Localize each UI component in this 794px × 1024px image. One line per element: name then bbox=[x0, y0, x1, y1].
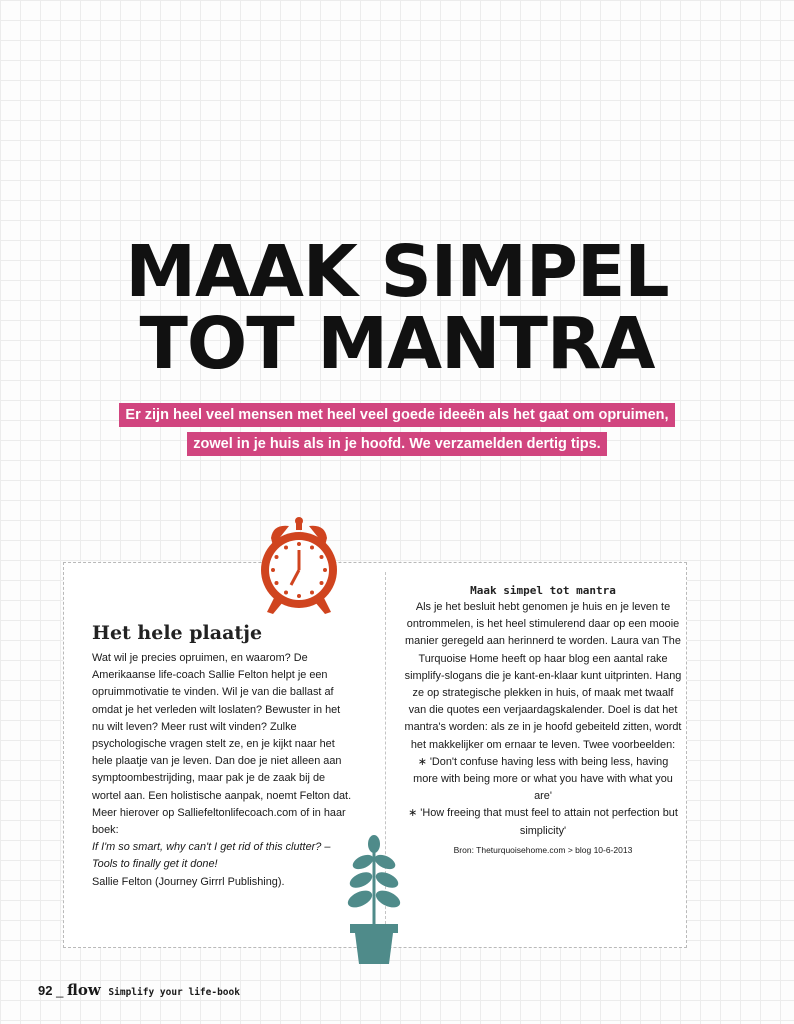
right-body: Als je het besluit hebt genomen je huis en je leven te ontrommelen, is het heel stimulerend daar op een mooie manier geregeld aan herinnerd te worden. Laura van The Turquoise Home heeft op haar blog een aantal rake simplify-slogans die je kant-en-klaar kunt uitprinten. Hang ze op strategische plekken in huis, of maak met twaalf van die quotes een verjaardagskalender. Doel is dat het mantra's worden: als ze in je hoofd gebeiteld zitten, wordt het makkelijker om ernaar te leven. Twee voorbeelden: bbox=[404, 601, 682, 751]
source-credit: Bron: Theturquoisehome.com > blog 10-6-2013 bbox=[453, 844, 633, 855]
left-column bbox=[92, 622, 354, 891]
intro-line-2: zowel in je huis als in je hoofd. We verzamelden dertig tips. bbox=[0, 432, 794, 456]
page-footer bbox=[38, 981, 240, 999]
footer-separator: _ bbox=[56, 983, 64, 998]
book-title: If I'm so smart, why can't I get rid of this clutter? – Tools to finally get it done! bbox=[92, 841, 331, 871]
quote-2: ∗ 'How freeing that must feel to attain not perfection but simplicity' bbox=[408, 807, 678, 837]
potted-plant-icon bbox=[347, 834, 401, 966]
headline-line-1: MAAK SIMPEL bbox=[125, 230, 669, 313]
book-credit: Sallie Felton (Journey Girrrl Publishing). bbox=[92, 875, 285, 888]
brand-name: flow bbox=[66, 981, 101, 999]
page-number: 92 bbox=[38, 983, 53, 998]
alarm-clock-icon bbox=[255, 512, 343, 616]
right-heading: Maak simpel tot mantra bbox=[470, 584, 616, 597]
right-column bbox=[404, 584, 682, 856]
headline bbox=[0, 230, 794, 385]
headline-line-2: TOT MANTRA bbox=[139, 302, 655, 385]
left-body: Wat wil je precies opruimen, en waarom? De Amerikaanse life-coach Sallie Felton helpt je een opruimmotivatie te vinden. Wil je van die ballast af omdat je het verleden wilt loslaten? Bewuster in het nu wilt leven? Meer rust wilt vinden? Zulke psychologische vragen stelt ze, en je kijkt naar het hele plaatje van je leven. Dan doe je niet alleen aan symptoombestrijding, maar pak je de zaak bij de wortel aan. Een holistische aanpak, noemt Felton dat. Meer hierover op Salliefeltonlifecoach.com of in haar boek: bbox=[92, 652, 352, 837]
footer-tagline: Simplify your life-book bbox=[108, 987, 240, 998]
quote-1: ∗ 'Don't confuse having less with being less, having more with being more or what you have with what you are' bbox=[413, 755, 673, 803]
intro-line-1: Er zijn heel veel mensen met heel veel goede ideeën als het gaat om opruimen, bbox=[0, 403, 794, 427]
left-heading: Het hele plaatje bbox=[92, 622, 263, 644]
